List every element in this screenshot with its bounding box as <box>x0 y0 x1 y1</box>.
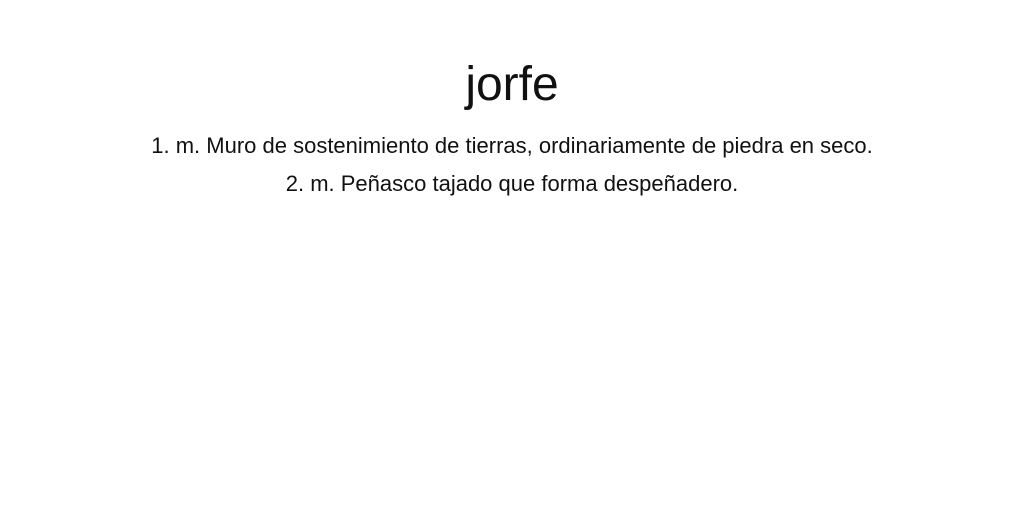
definition-2: 2. m. Peñasco tajado que forma despeñadero. <box>285 171 739 196</box>
dictionary-entry <box>0 55 1024 203</box>
headword: jorfe <box>465 58 559 111</box>
definition-1: 1. m. Muro de sostenimiento de tierras, ordinariamente de piedra en seco. <box>151 133 873 158</box>
definition-list <box>0 127 1024 203</box>
